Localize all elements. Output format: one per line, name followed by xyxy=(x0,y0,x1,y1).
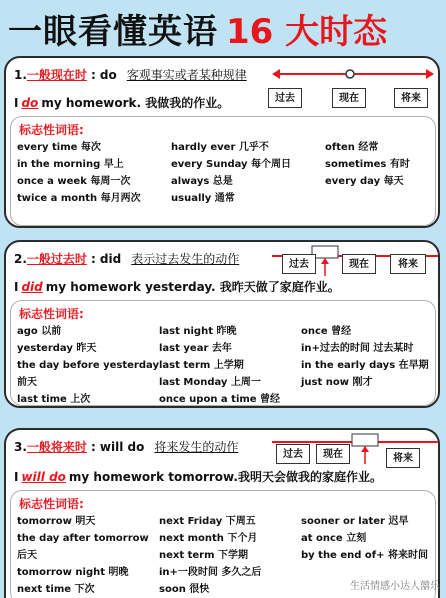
marker-column: once 曾经 in+过去的时间 过去某时 in the early days 在早期 just now 刚才 xyxy=(301,326,429,388)
marker-column: ago 以前 yesterday 昨天 the day before yesterday 前天 last time 上次 xyxy=(17,326,159,405)
marker-column: hardly ever 几乎不 every Sunday 每个周日 always 总是 usually 通常 xyxy=(171,142,292,204)
example-sentence: I do my homework. 我做我的作业。 xyxy=(14,96,230,110)
timeline-past-label: 过去 xyxy=(268,88,302,108)
marker-title: 标志性词语: xyxy=(19,123,84,137)
timeline-future-label: 将来 xyxy=(394,88,428,108)
tense-description: 客观事实或者某种规律 xyxy=(126,68,247,82)
marker-column: next Friday 下周五 next month 下个月 next term 下学期 in+一段时间 多久之后 soon 很快 xyxy=(159,516,262,595)
section-heading: 1.一般现在时 : do 客观事实或者某种规律 xyxy=(14,68,247,82)
timeline-future-label: 将来 xyxy=(386,448,420,468)
timeline-past-label: 过去 xyxy=(282,254,316,274)
timeline-now-label: 现在 xyxy=(342,254,376,274)
tense-description: 将来发生的动作 xyxy=(154,440,239,454)
timeline-now-label: 现在 xyxy=(316,444,350,464)
marker-column: tomorrow 明天 the day after tomorrow 后天 tomorrow night 明晚 next time 下次 xyxy=(17,516,149,595)
example-sentence: I will do my homework tomorrow.我明天会做我的家庭作业。 xyxy=(14,470,382,484)
marker-title: 标志性词语: xyxy=(19,307,84,321)
tense-name: 一般现在时 xyxy=(26,68,87,82)
marker-column: sooner or later 迟早 at once 立刻 by the end of+ 将来时间 xyxy=(301,516,428,561)
example-sentence: I did my homework yesterday. 我昨天做了家庭作业。 xyxy=(14,280,340,294)
section-card-future xyxy=(4,428,440,598)
timeline-past-label: 过去 xyxy=(276,444,310,464)
watermark: 生活情感小达人囍乐 xyxy=(350,581,440,592)
marker-title: 标志性词语: xyxy=(19,497,84,511)
title-main: 一眼看懂英语 xyxy=(8,12,218,52)
title-highlight: 16 大时态 xyxy=(226,12,388,52)
section-card-past xyxy=(4,240,440,408)
page-title xyxy=(8,4,440,52)
tense-name: 一般将来时 xyxy=(26,440,87,454)
timeline-future-label: 将来 xyxy=(390,254,426,274)
section-heading: 3.一般将来时 : will do 将来发生的动作 xyxy=(14,440,239,454)
marker-words-box xyxy=(10,300,436,406)
section-heading: 2.一般过去时 : did 表示过去发生的动作 xyxy=(14,252,240,266)
marker-column: often 经常 sometimes 有时 every day 每天 xyxy=(325,142,410,187)
tense-description: 表示过去发生的动作 xyxy=(131,252,240,266)
marker-words-box xyxy=(10,116,436,226)
tense-name: 一般过去时 xyxy=(26,252,87,266)
marker-column: last night 昨晚 last year 去年 last term 上学期 last Monday 上周一 once upon a time 曾经 xyxy=(159,326,281,405)
marker-column: every time 每次 in the morning 早上 once a week 每周一次 twice a month 每月两次 xyxy=(17,142,141,204)
section-card-present xyxy=(4,56,440,228)
timeline-now-label: 现在 xyxy=(332,88,366,108)
